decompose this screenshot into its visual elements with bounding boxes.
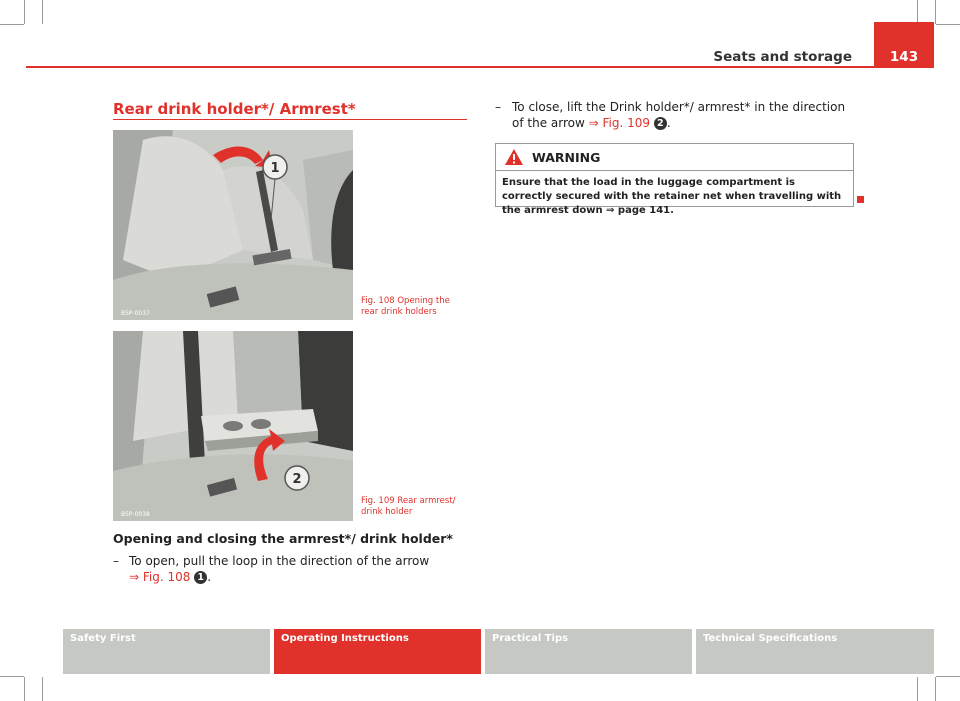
warning-box: [495, 143, 854, 216]
figure-109-image: [113, 331, 353, 521]
warning-header: [496, 144, 853, 171]
figure-109-caption: Fig. 109 Rear armrest/ drink holder: [361, 496, 456, 517]
crop-mark: [24, 0, 25, 24]
step-dash: –: [113, 554, 119, 568]
step-text: To close, lift the Drink holder*/ armrest* in the direction of the arrow: [512, 100, 846, 130]
crop-mark: [936, 676, 960, 677]
figure-108-caption: Fig. 108 Opening the rear drink holders: [361, 296, 450, 317]
figure-108-callout: 1: [270, 161, 280, 176]
crop-mark: [936, 24, 960, 25]
crop-mark: [42, 0, 43, 24]
crop-mark: [935, 0, 936, 24]
step-open: [113, 553, 463, 585]
page-number: 143: [889, 49, 919, 65]
warning-triangle-icon: [504, 148, 524, 166]
figure-reference-link[interactable]: ⇒ Fig. 108: [129, 570, 191, 584]
crop-mark: [935, 677, 936, 701]
footer-tab-label: Practical Tips: [492, 633, 569, 644]
crop-mark: [24, 677, 25, 701]
warning-text: Ensure that the load in the luggage compartment is correctly secured with the retainer net when travelling with the armrest down ⇒ page 141.: [502, 177, 842, 216]
figure-108-image: [113, 130, 353, 320]
running-header-title: Seats and storage: [713, 49, 852, 65]
footer-tab-label: Technical Specifications: [703, 633, 838, 644]
crop-mark: [42, 677, 43, 701]
figure-109-code: B5P-0038: [121, 511, 150, 518]
callout-badge: 2: [654, 117, 667, 130]
step-end: .: [666, 116, 671, 130]
crop-mark: [917, 677, 918, 701]
footer-tab-technical-specifications[interactable]: [696, 629, 934, 674]
callout-badge: 1: [194, 571, 207, 584]
footer-tab-label: Operating Instructions: [281, 633, 409, 644]
section-title: Rear drink holder*/ Armrest*: [113, 100, 356, 118]
crop-mark: [917, 0, 918, 24]
figure-109-callout: 2: [292, 472, 302, 487]
footer-tab-operating-instructions[interactable]: [274, 629, 481, 674]
subheading: Opening and closing the armrest*/ drink holder*: [113, 531, 453, 546]
header-rule: [26, 66, 934, 68]
figure-108-code: B5P-0037: [121, 310, 150, 317]
section-end-marker: [857, 196, 864, 203]
crop-mark: [0, 676, 24, 677]
crop-mark: [0, 24, 24, 25]
step-end: .: [207, 570, 212, 584]
step-close: [495, 99, 855, 131]
footer-tab-label: Safety First: [70, 633, 136, 644]
section-title-rule: [113, 119, 467, 120]
figure-reference-link[interactable]: ⇒ Fig. 109: [588, 116, 651, 130]
step-dash: –: [495, 100, 501, 114]
footer-tab-practical-tips[interactable]: [485, 629, 692, 674]
step-text: To open, pull the loop in the direction of the arrow: [129, 554, 430, 568]
footer-tab-safety-first[interactable]: [63, 629, 270, 674]
warning-title: WARNING: [532, 150, 601, 165]
